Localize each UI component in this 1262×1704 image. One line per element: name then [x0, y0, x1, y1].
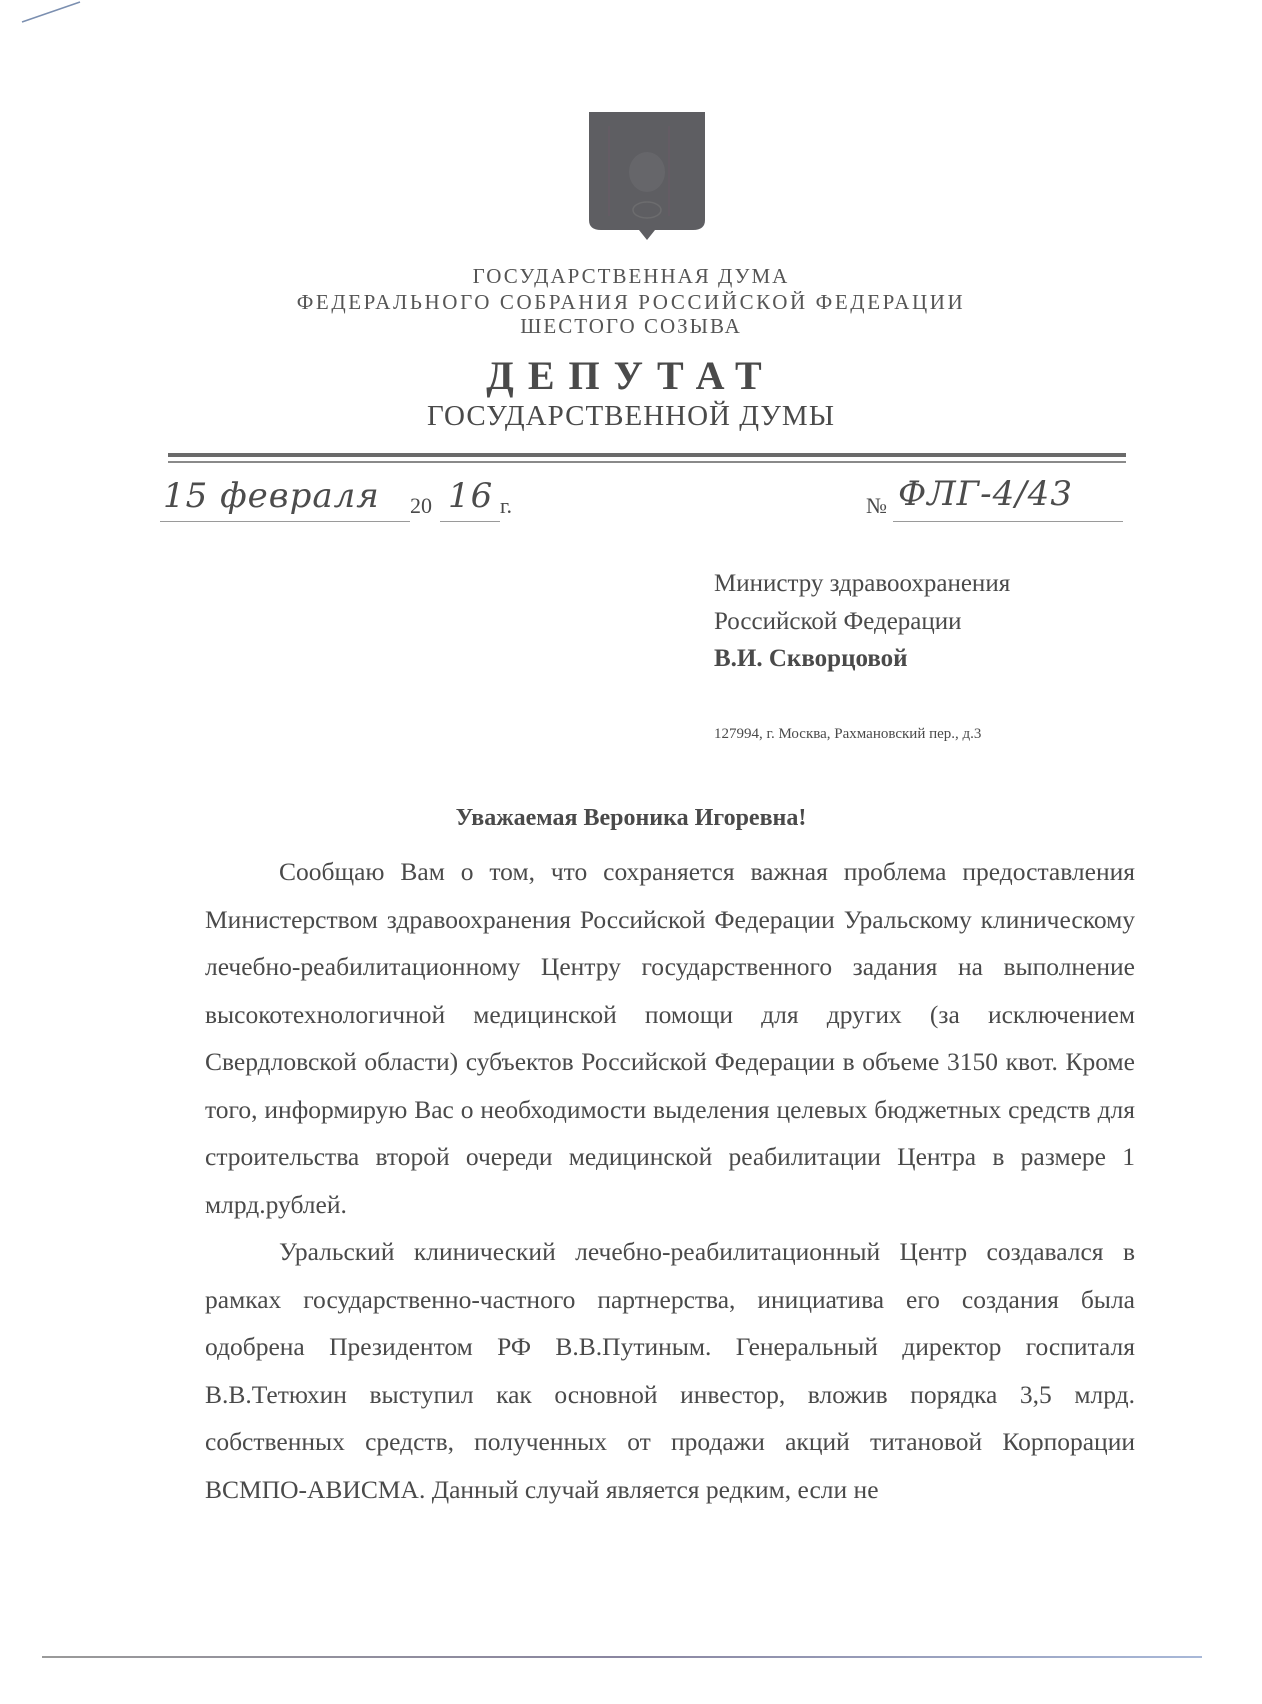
date-handwritten: 15 февраля	[163, 476, 380, 516]
org-name-line3: ШЕСТОГО СОЗЫВА	[520, 314, 742, 338]
header-rule-thin	[168, 461, 1126, 463]
header-rule-thick	[168, 453, 1126, 457]
date-year-suffix: г.	[500, 493, 513, 518]
number-label: №	[866, 493, 887, 518]
recipient-name: В.И. Скворцовой	[714, 645, 908, 672]
number-handwritten: ФЛГ-4/43	[898, 474, 1073, 514]
org-name-line1: ГОСУДАРСТВЕННАЯ ДУМА	[472, 264, 790, 288]
year-underline	[440, 521, 500, 522]
scan-pen-mark	[20, 0, 100, 40]
recipient-title-line2: Российской Федерации	[714, 608, 962, 635]
letterhead-subtitle: ГОСУДАРСТВЕННОЙ ДУМЫ	[427, 400, 835, 432]
page-bottom-edge-line	[42, 1656, 1202, 1658]
org-name-line2: ФЕДЕРАЛЬНОГО СОБРАНИЯ РОССИЙСКОЙ ФЕДЕРАЦИИ	[296, 290, 966, 314]
letterhead-title: ДЕПУТАТ	[486, 353, 776, 398]
recipient-title-line1: Министру здравоохранения	[714, 570, 1011, 597]
number-underline	[893, 521, 1123, 522]
date-year-handwritten: 16	[448, 476, 494, 516]
coat-of-arms-icon	[589, 112, 705, 240]
salutation: Уважаемая Вероника Игоревна!	[455, 805, 807, 831]
body-paragraph: Уральский клинический лечебно-реабилитационный Центр создавался в рамках государственно-частного партнерства, инициатива его создания была одобрена Президентом РФ В.В.Путиным. Генеральный директор госпиталя В.В.Тетюхин выступил как основной инвестор, вложив порядка 3,5 млрд. собственных средств, полученных от продажи акций титановой Корпорации ВСМПО-АВИСМА. Данный случай является редким, если не	[205, 1237, 1135, 1504]
letter-body	[205, 848, 1135, 1513]
body-paragraph: Сообщаю Вам о том, что сохраняется важная проблема предоставления Министерством здравоохранения Российской Федерации Уральскому клиническому лечебно-реабилитационному Центру государственного задания на выполнение высокотехнологичной медицинской помощи для других (за исключением Свердловской области) субъектов Российской Федерации в объеме 3150 квот. Кроме того, информирую Вас о необходимости выделения целевых бюджетных средств для строительства второй очереди медицинской реабилитации Центра в размере 1 млрд.рублей.	[205, 857, 1135, 1219]
recipient-address: 127994, г. Москва, Рахмановский пер., д.3	[714, 726, 982, 742]
date-underline	[160, 521, 410, 522]
date-year-prefix: 20	[410, 493, 432, 518]
